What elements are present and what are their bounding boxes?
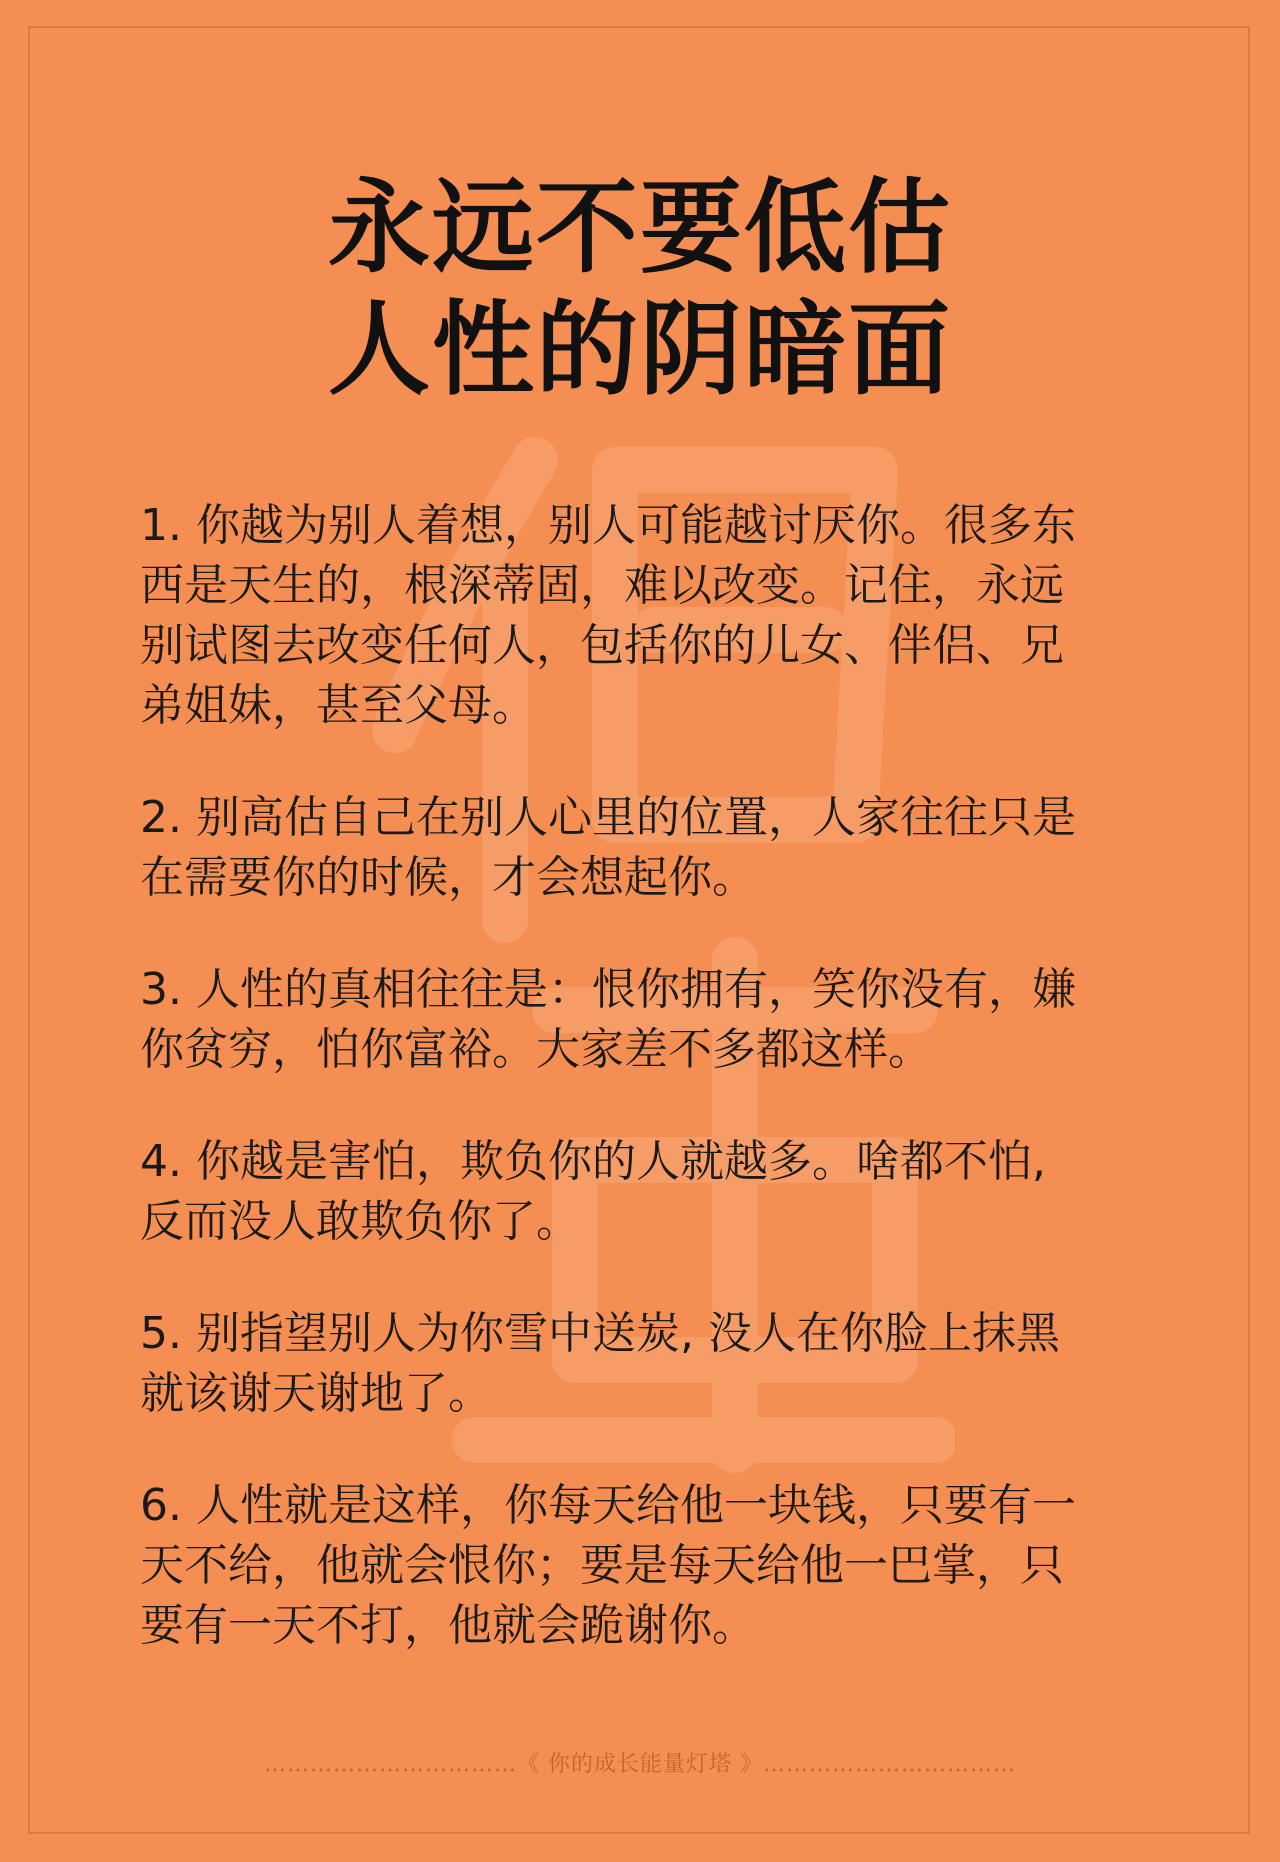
- list-item-4: 4. 你越是害怕，欺负你的人就越多。啥都不怕, 反而没人敢欺负你了。: [140, 1136, 1046, 1247]
- footer-signature: ……………………………《 你的成长能量灯塔 》……………………………: [264, 1752, 1016, 1777]
- title-line-2: 人性的阴暗面: [328, 291, 952, 410]
- list-item-1: 1. 你越为别人着想，别人可能越讨厌你。很多东 西是天生的，根深蒂固，难以改变。记住，永远 别试图去改变任何人，包括你的儿女、伴侣、兄 弟姐妹，甚至父母。: [140, 500, 1076, 731]
- list-item-2: 2. 别高估自己在别人心里的位置，人家往往只是 在需要你的时候，才会想起你。: [140, 792, 1076, 903]
- title-line-1: 永远不要低估: [328, 169, 952, 288]
- list-item-3: 3. 人性的真相往往是：恨你拥有，笑你没有，嫌 你贫穷，怕你富裕。大家差不多都这样。: [140, 964, 1076, 1075]
- page-title: [0, 168, 1280, 412]
- list-item-5: 5. 别指望别人为你雪中送炭, 没人在你脸上抹黑 就该谢天谢地了。: [140, 1308, 1060, 1419]
- list-item-6: 6. 人性就是这样，你每天给他一块钱，只要有一 天不给，他就会恨你；要是每天给他一巴掌，只 要有一天不打，他就会跪谢你。: [140, 1480, 1076, 1651]
- content-list: [140, 496, 1140, 1656]
